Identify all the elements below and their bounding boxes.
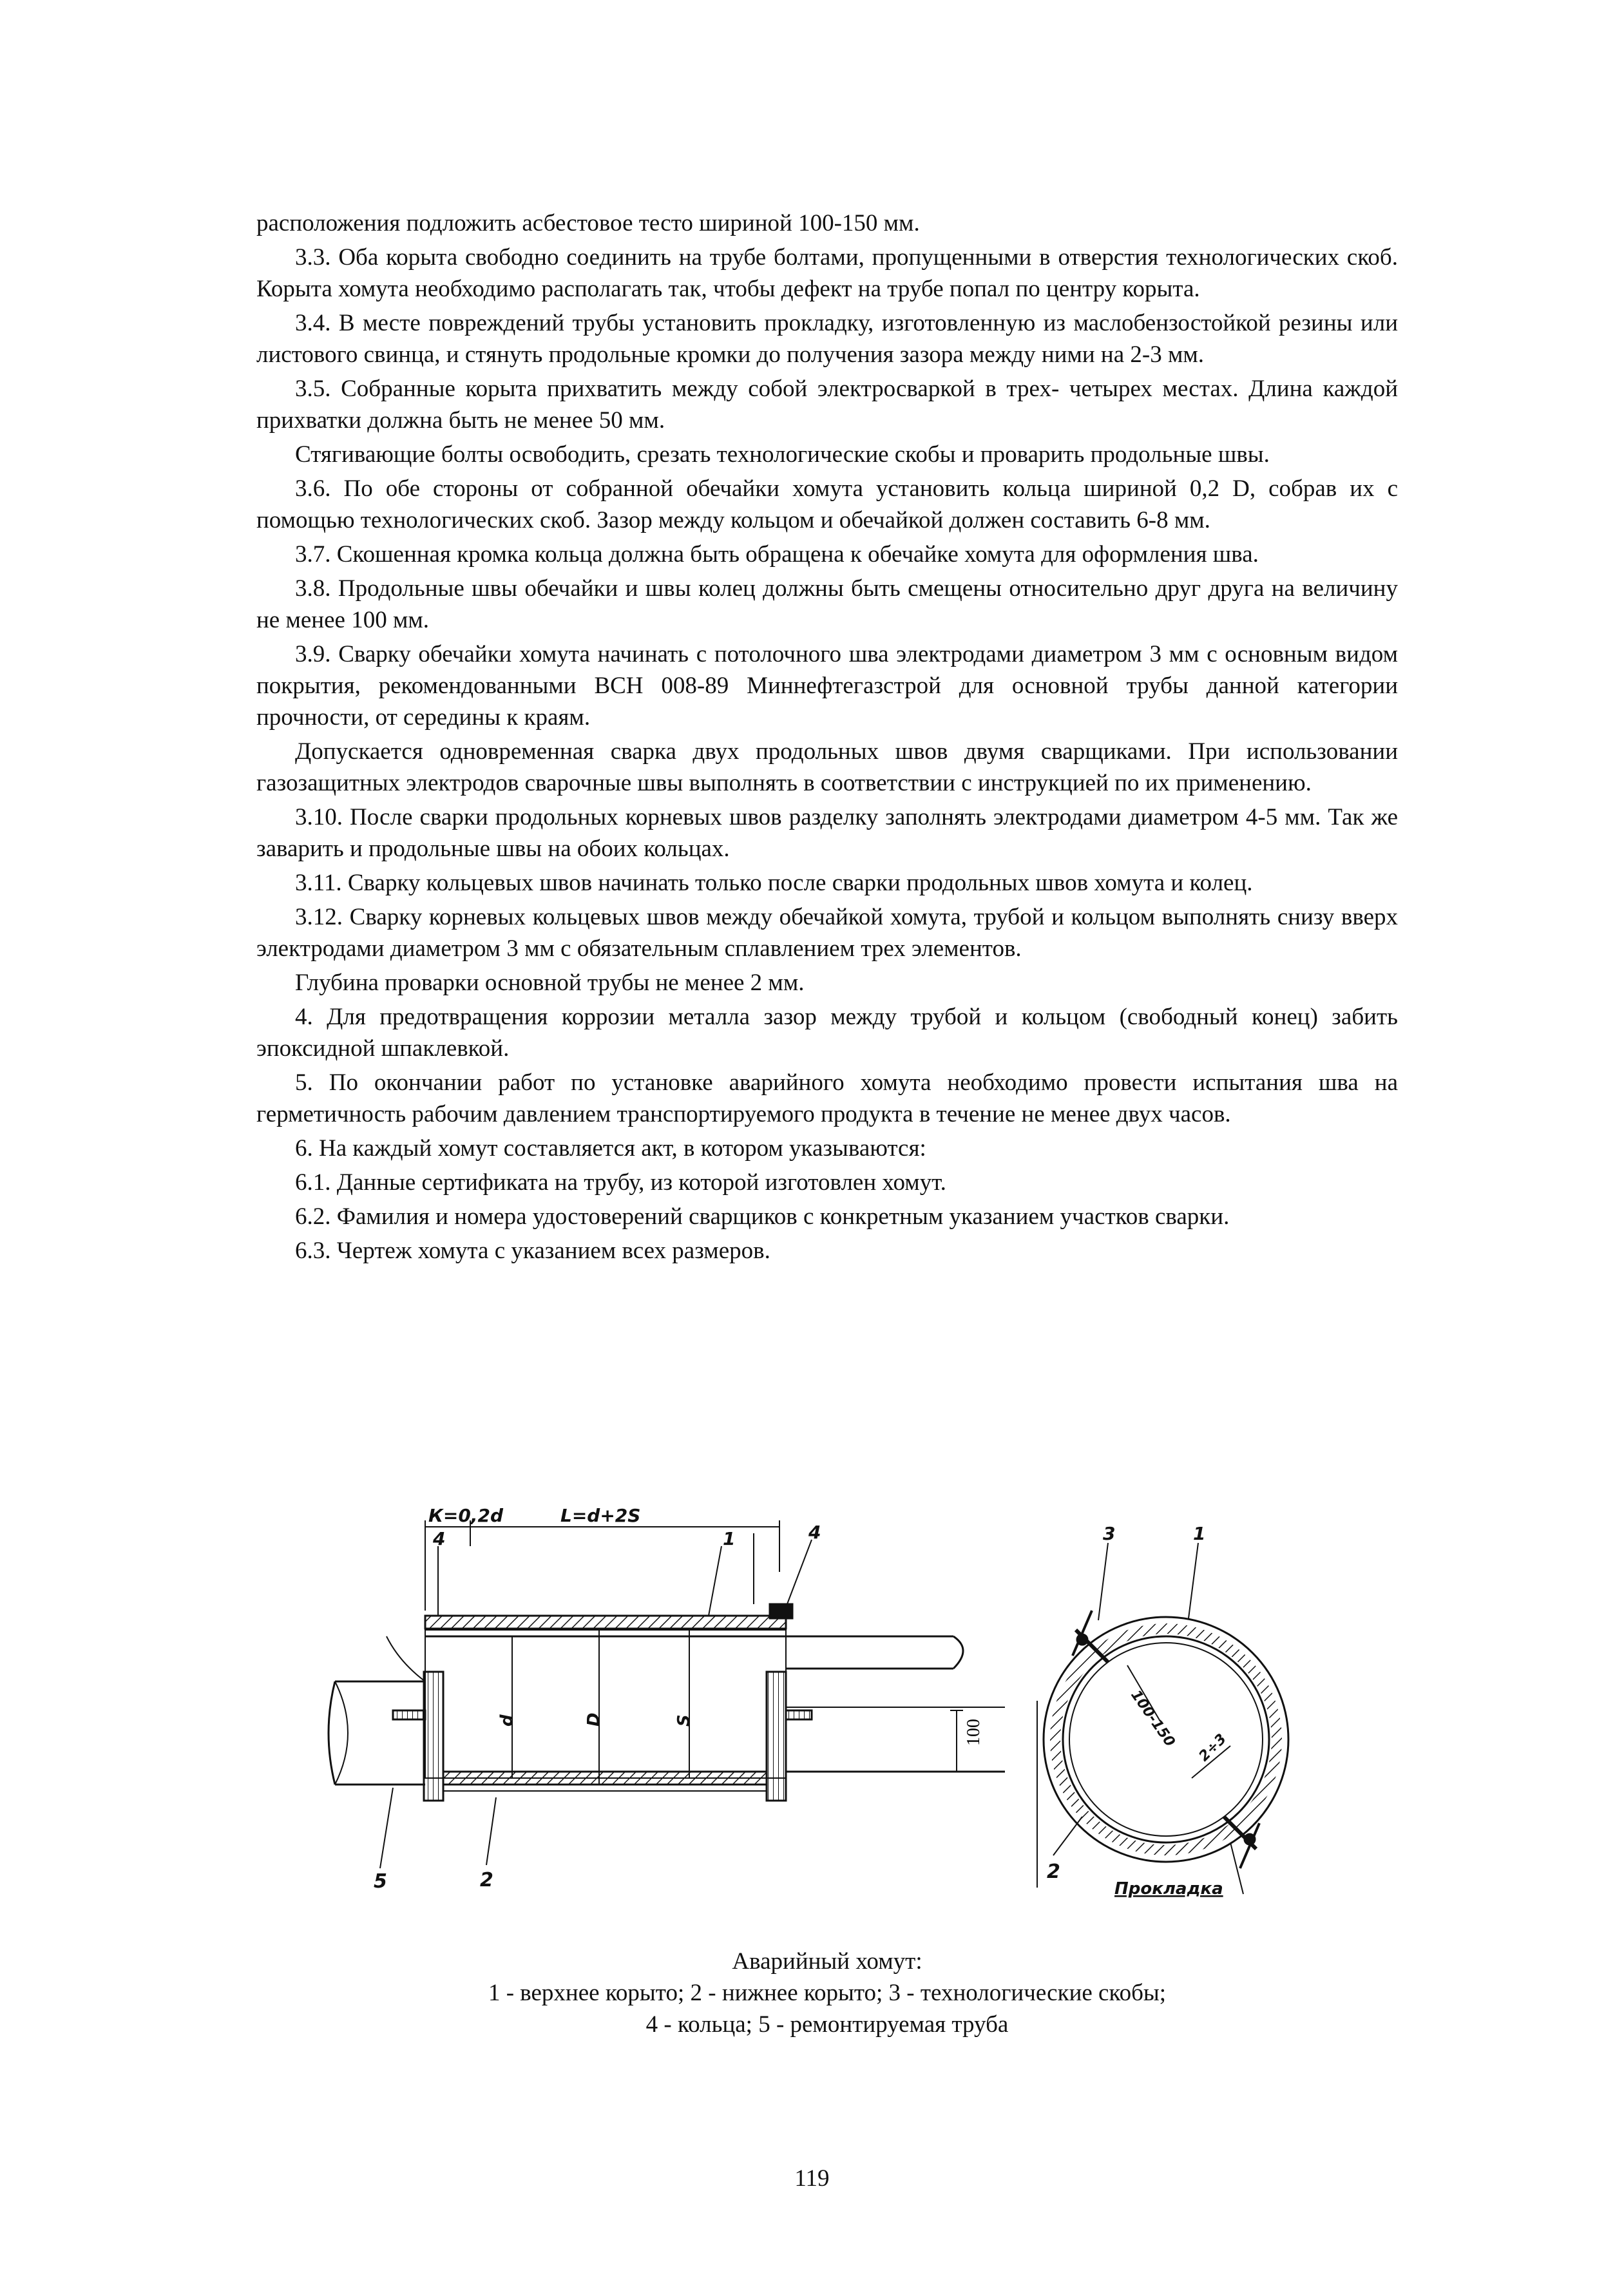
dim-k-label: К=0,2d bbox=[428, 1508, 503, 1526]
callout-2-side: 2 bbox=[480, 1869, 493, 1891]
paragraph: 3.5. Собранные корыта прихватить между собой электросваркой в трех- четырех местах. Длина каждой прихватки должна быть не менее 50 мм. bbox=[256, 376, 1398, 434]
paragraph: Допускается одновременная сварка двух продольных швов двумя сварщиками. При использовании газозащитных электродов сварочные швы выполнять в соответствии с инструкцией по их применению. bbox=[256, 738, 1398, 796]
dim-s-label: S bbox=[674, 1714, 694, 1727]
callout-1-side: 1 bbox=[723, 1528, 736, 1549]
dim-100-150-label: 100-150 bbox=[1127, 1687, 1178, 1750]
dim-l-label: L=d+2S bbox=[560, 1508, 641, 1526]
cross-section-view bbox=[1044, 1543, 1288, 1894]
callout-3: 3 bbox=[1103, 1523, 1116, 1544]
page-number: 119 bbox=[794, 2165, 830, 2192]
paragraph: 3.9. Сварку обечайки хомута начинать с потолочного шва электродами диаметром 3 мм с основным видом покрытия, рекомендованными ВСН 008-89 Миннефтегазстрой для основной трубы данной категории прочности, от середины к краям. bbox=[256, 641, 1398, 731]
clamp-drawing bbox=[309, 1508, 1353, 1920]
paragraph: 3.4. В месте повреждений трубы установить прокладку, изготовленную из маслобензостойкой резины или листового свинца, и стянуть продольные кромки до получения зазора между ними на 2-3 мм. bbox=[256, 310, 1398, 368]
caption-title: Аварийный хомут: bbox=[732, 1948, 922, 1975]
side-view bbox=[329, 1520, 1037, 1888]
dim-100-label: 100 bbox=[964, 1719, 984, 1746]
paragraph: 6.1. Данные сертификата на трубу, из которой изготовлен хомут. bbox=[295, 1169, 946, 1196]
dim-d-label: d bbox=[497, 1714, 517, 1727]
paragraph: 3.6. По обе стороны от собранной обечайки хомута установить кольца шириной 0,2 D, собрав их с помощью технологических скоб. Зазор между кольцом и обечайкой должен составить 6-8 мм. bbox=[256, 475, 1398, 533]
paragraph: Глубина проварки основной трубы не менее 2 мм. bbox=[295, 970, 805, 996]
paragraph: 3.8. Продольные швы обечайки и швы колец должны быть смещены относительно друг друга на величину не менее 100 мм. bbox=[256, 575, 1398, 633]
paragraph: 3.7. Скошенная кромка кольца должна быть обращена к обечайке хомута для оформления шва. bbox=[295, 541, 1259, 568]
figure-caption bbox=[256, 1946, 1398, 2040]
paragraph: 6.2. Фамилия и номера удостоверений сварщиков с конкретным указанием участков сварки. bbox=[295, 1203, 1230, 1230]
callout-1-section: 1 bbox=[1193, 1523, 1206, 1544]
dim-2-3-label: 2÷3 bbox=[1196, 1730, 1230, 1765]
paragraph: Стягивающие болты освободить, срезать технологические скобы и проварить продольные швы. bbox=[295, 441, 1270, 468]
caption-line-1: 1 - верхнее корыто; 2 - нижнее корыто; 3 - технологические скобы; bbox=[488, 1980, 1167, 2006]
paragraph: 3.12. Сварку корневых кольцевых швов между обечайкой хомута, трубой и кольцом выполнять снизу вверх электродами диаметром 3 мм с обязательным сплавлением трех элементов. bbox=[256, 904, 1398, 962]
paragraph: 3.11. Сварку кольцевых швов начинать только после сварки продольных швов хомута и колец. bbox=[295, 870, 1253, 896]
paragraph: 3.10. После сварки продольных корневых швов разделку заполнять электродами диаметром 4-5 мм. Так же заварить и продольные швы на обоих кольцах. bbox=[256, 804, 1398, 862]
paragraph: 6.3. Чертеж хомута с указанием всех размеров. bbox=[295, 1238, 770, 1264]
callout-5: 5 bbox=[374, 1870, 387, 1893]
gasket-label: Прокладка bbox=[1114, 1879, 1223, 1899]
paragraph: 6. На каждый хомут составляется акт, в котором указываются: bbox=[295, 1135, 926, 1162]
paragraph: 4. Для предотвращения коррозии металла зазор между трубой и кольцом (свободный конец) забить эпоксидной шпаклевкой. bbox=[256, 1004, 1398, 1062]
callout-4-right: 4 bbox=[808, 1522, 821, 1543]
caption-line-2: 4 - кольца; 5 - ремонтируемая труба bbox=[645, 2011, 1009, 2038]
paragraph: 5. По окончании работ по установке аварийного хомута необходимо провести испытания шва на герметичность рабочим давлением транспортируемого продукта в течение не менее двух часов. bbox=[256, 1069, 1398, 1127]
paragraph: 3.3. Оба корыта свободно соединить на трубе болтами, пропущенными в отверстия технологических скоб. Корыта хомута необходимо располагать так, чтобы дефект на трубе попал по центру корыта. bbox=[256, 244, 1398, 302]
callout-2-section: 2 bbox=[1047, 1861, 1060, 1883]
callout-4-left: 4 bbox=[433, 1528, 446, 1549]
paragraph: расположения подложить асбестовое тесто шириной 100-150 мм. bbox=[256, 210, 920, 236]
dim-D-label: D bbox=[584, 1712, 604, 1727]
body-text bbox=[256, 207, 1398, 1269]
